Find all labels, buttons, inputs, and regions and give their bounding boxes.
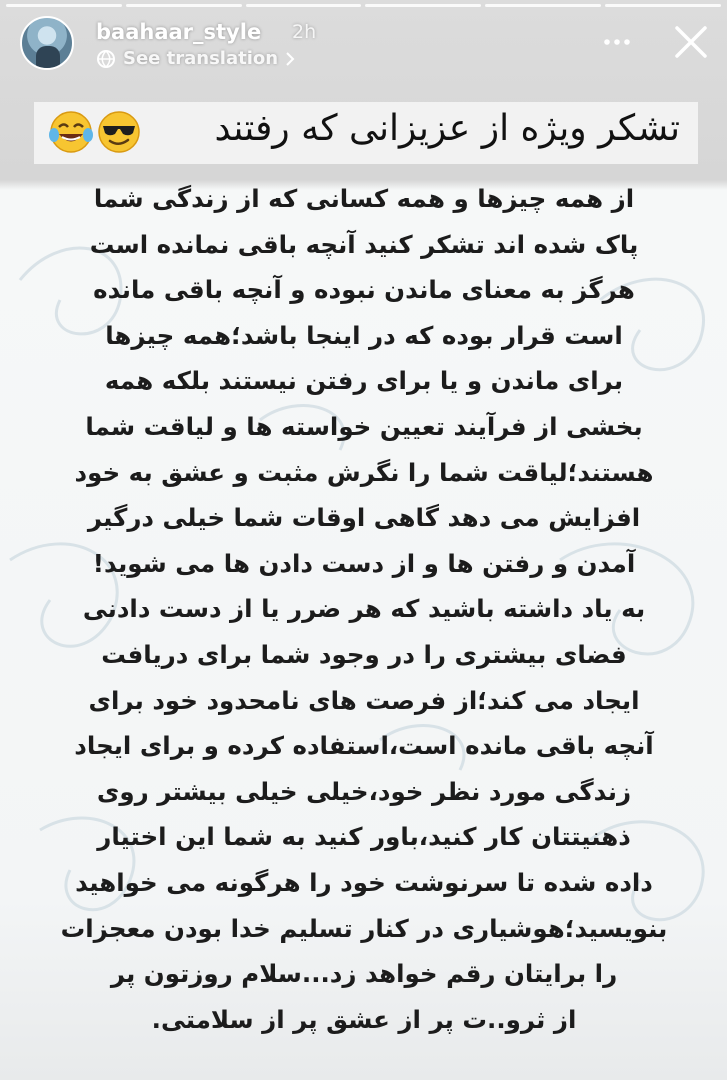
body-line: هستند؛لیاقت شما را نگرش مثبت و عشق به خود: [74, 457, 654, 487]
more-options-icon[interactable]: [601, 28, 633, 56]
body-line: به یاد داشته باشید که هر ضرر یا از دست دادنی: [82, 594, 646, 624]
progress-segment: [485, 4, 601, 7]
progress-segment: [605, 4, 721, 7]
body-line: افزایش می دهد گاهی اوقات شما خیلی درگیر: [87, 503, 641, 533]
sunglasses-emoji-icon: [96, 109, 142, 155]
story-progress-bar: [6, 4, 721, 7]
body-line: آمدن و رفتن ها و از دست دادن ها می شوید!: [92, 548, 636, 578]
body-line: برای ماندن و یا برای رفتن نیستند بلکه همه: [104, 366, 624, 396]
post-body: [40, 176, 688, 1042]
close-icon[interactable]: [671, 22, 711, 62]
globe-icon: [96, 49, 116, 69]
see-translation-label: See translation: [123, 48, 279, 69]
progress-segment: [365, 4, 481, 7]
body-line: بنویسید؛هوشیاری در کنار تسلیم خدا بودن معجزات: [60, 913, 668, 943]
body-line: آنچه باقی مانده است،استفاده کرده و برای ایجاد: [74, 731, 654, 761]
body-line: فضای بیشتری را در وجود شما برای دریافت: [101, 639, 627, 669]
timestamp: 2h: [292, 21, 317, 43]
body-line: است قرار بوده که در اینجا باشد؛همه چیزها: [105, 320, 623, 350]
body-line: ایجاد می کند؛از فرصت های نامحدود خود برای: [88, 685, 640, 715]
body-line: هرگز به معنای ماندن نبوده و آنچه باقی مانده: [93, 275, 635, 305]
username[interactable]: baahaar_style: [96, 20, 262, 44]
body-line: داده شده تا سرنوشت خود را هرگونه می خواهید: [75, 867, 653, 897]
body-line: ذهنیتتان کار کنید،باور کنید به شما این اختیار: [97, 822, 631, 852]
tears-of-joy-emoji-icon: [48, 109, 94, 155]
story-header: [20, 14, 713, 74]
see-translation-link[interactable]: [96, 48, 295, 69]
progress-segment: [6, 4, 122, 7]
chevron-right-icon: [285, 52, 295, 66]
body-line: پاک شده اند تشکر کنید آنچه باقی نمانده است: [89, 229, 639, 259]
post-title: تشکر ویژه از عزیزانی که رفتند: [214, 108, 680, 149]
progress-segment: [246, 4, 362, 7]
emoji-group: [48, 109, 142, 155]
body-line: از ثرو..ت پر از عشق پر از سلامتی.: [151, 1004, 577, 1034]
body-line: را برایتان رقم خواهد زد...سلام روزتون پر: [110, 959, 618, 989]
avatar[interactable]: [20, 16, 74, 70]
progress-segment: [126, 4, 242, 7]
body-line: از همه چیزها و همه کسانی که از زندگی شما: [93, 184, 635, 213]
body-line: بخشی از فرآیند تعیین خواسته ها و لیاقت شما: [85, 411, 643, 441]
body-line: زندگی مورد نظر خود،خیلی خیلی بیشتر روی: [96, 776, 632, 806]
post-title-banner: [34, 102, 698, 164]
